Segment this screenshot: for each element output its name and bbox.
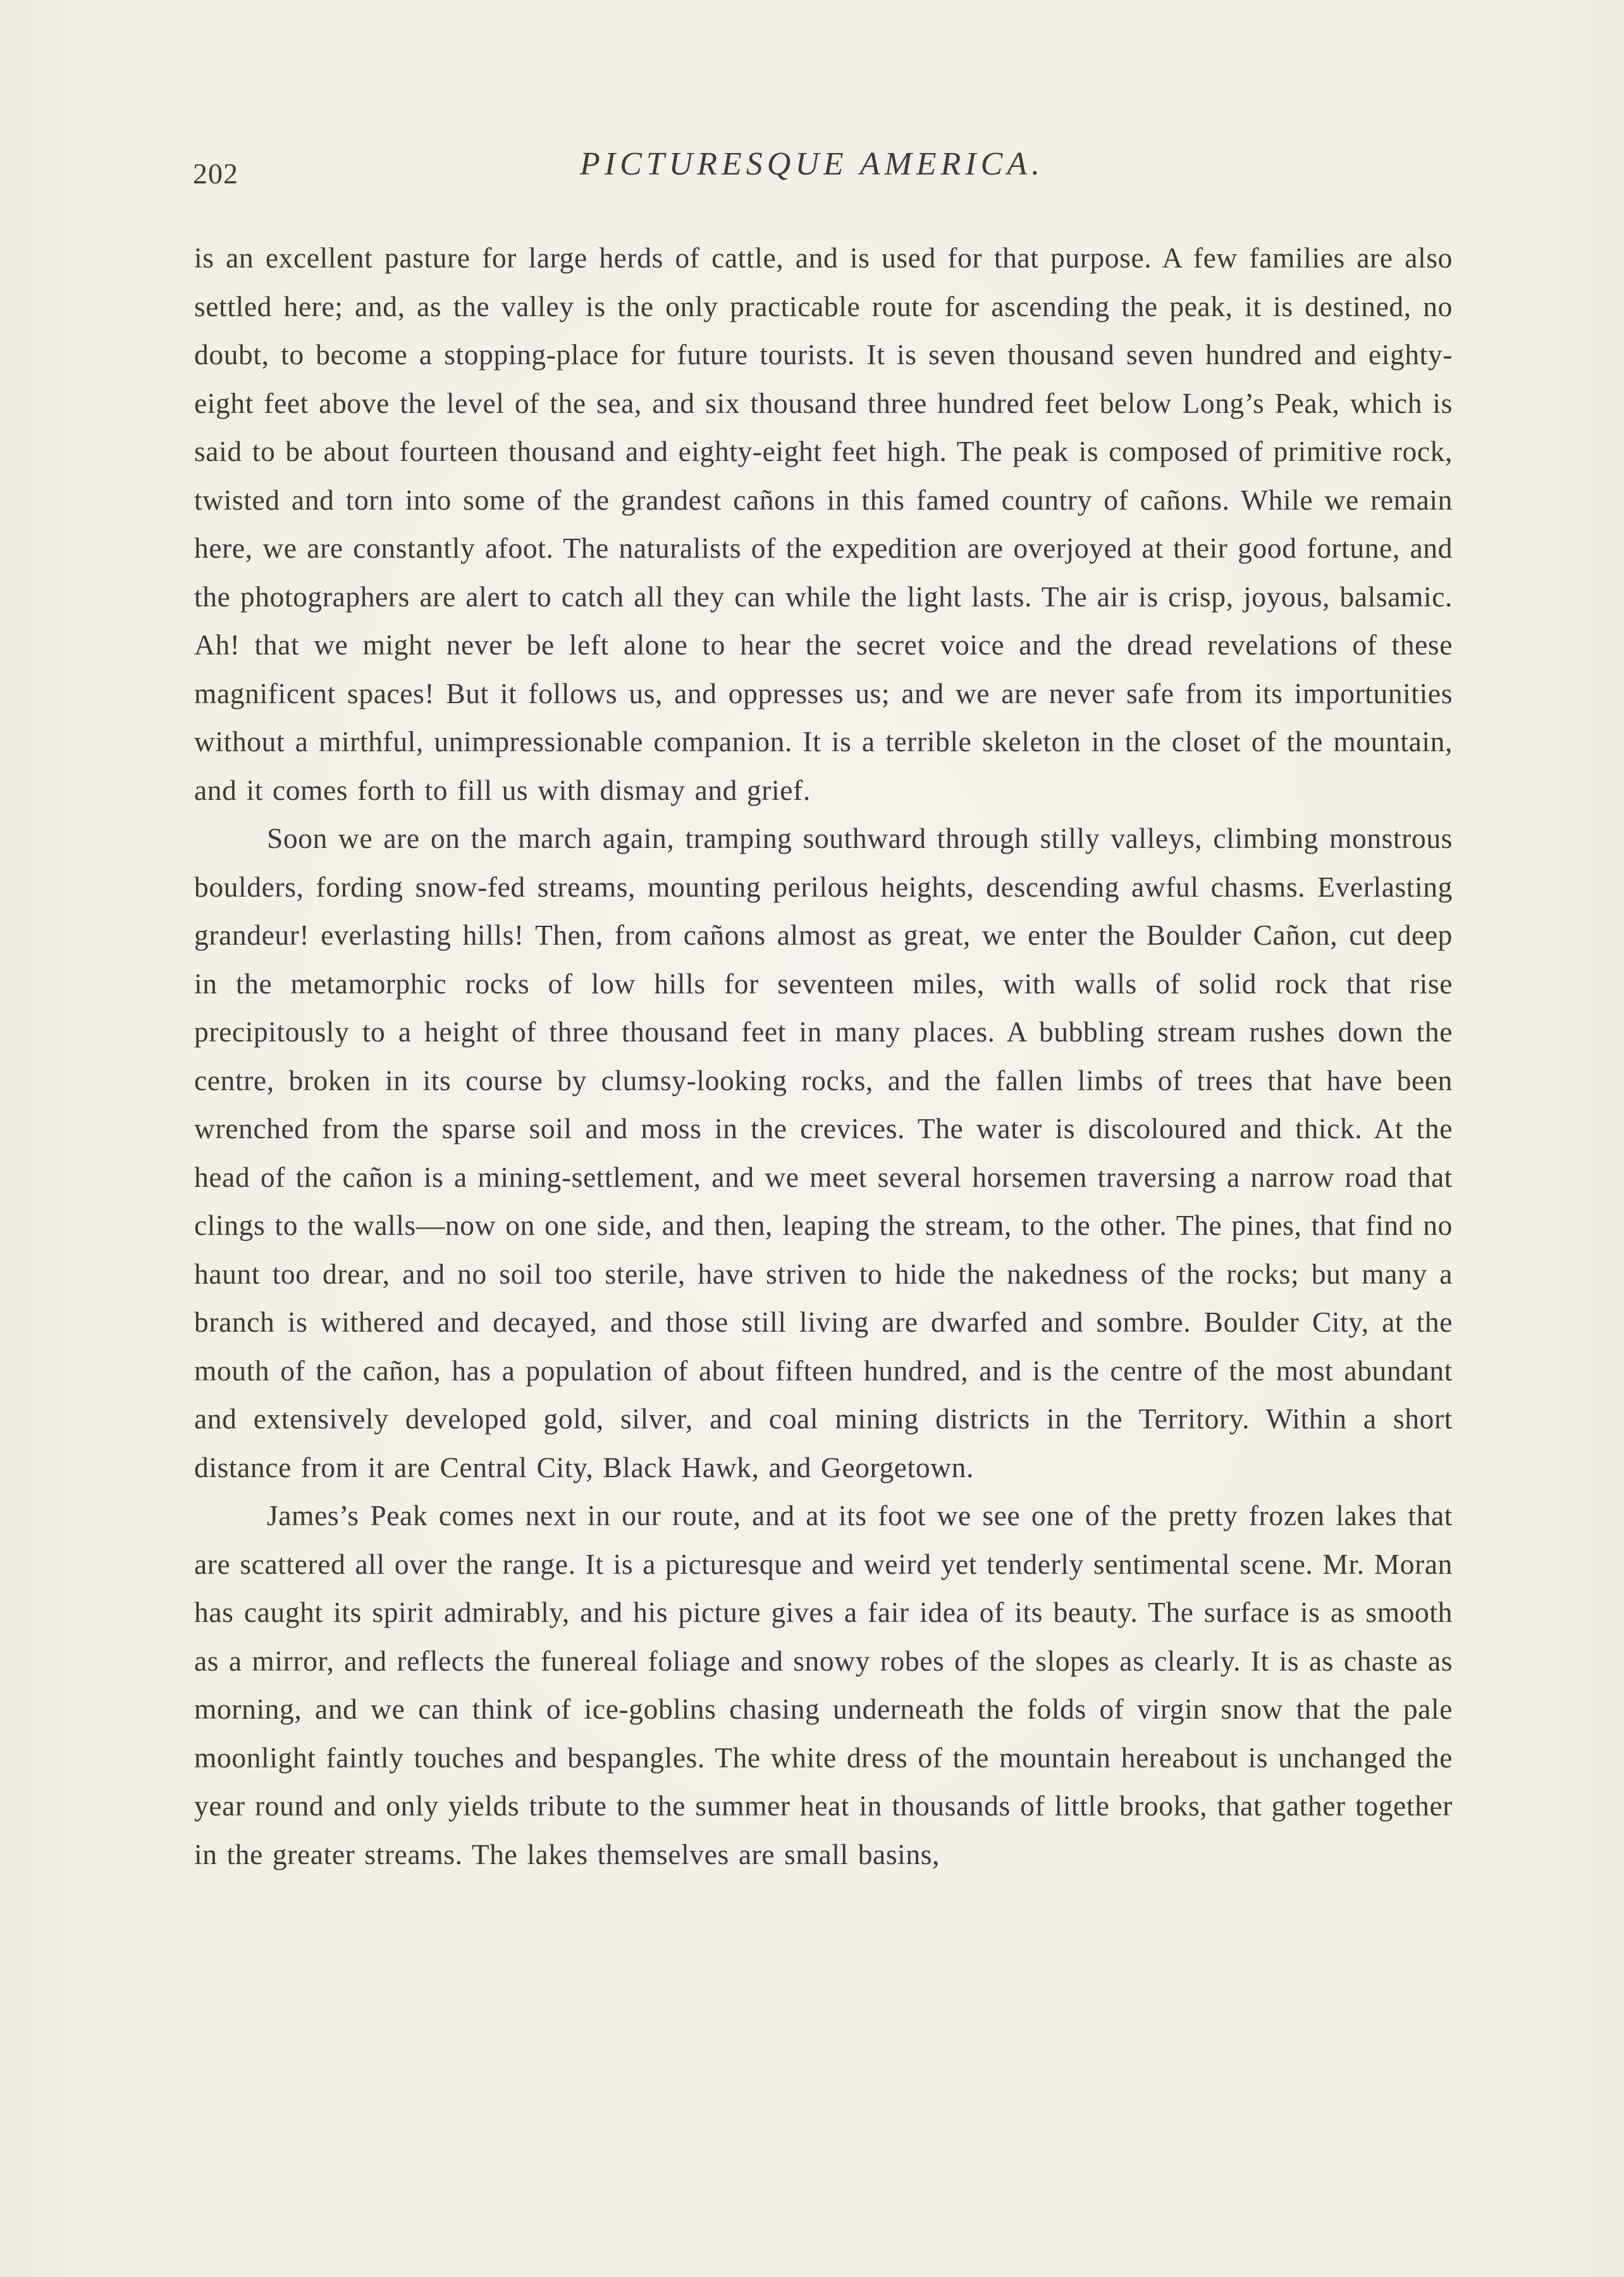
running-title: PICTURESQUE AMERICA.	[580, 146, 1045, 182]
paragraph: James’s Peak comes next in our route, and at its foot we see one of the pretty frozen lakes that are scattered all over the range. It is a picturesque and weird yet tenderly sentimental scene. Mr. Moran has caught its spirit admirably, and his picture gives a fair idea of its beauty. The surface is as smooth as a mirror, and reflects the funereal foliage and snowy robes of the slopes as clearly. It is as chaste as morning, and we can think of ice-goblins chasing underneath the folds of virgin snow that the pale moonlight faintly touches and bespangles. The white dress of the mountain hereabout is unchanged the year round and only yields tribute to the summer heat in thousands of little brooks, that gather together in the greater streams. The lakes themselves are small basins,	[194, 1499, 1453, 1870]
paragraph: is an excellent pasture for large herds of cattle, and is used for that purpose. A few families are also settled here; and, as the valley is the only practicable route for ascending the peak, it is destined, no doubt, to become a stopping-place for future tourists. It is seven thousand seven hundred and eighty-eight feet above the level of the sea, and six thousand three hundred feet below Long’s Peak, which is said to be about fourteen thousand and eighty-eight feet high. The peak is composed of primitive rock, twisted and torn into some of the grandest cañons in this famed country of cañons. While we remain here, we are constantly afoot. The naturalists of the expedition are overjoyed at their good fortune, and the photographers are alert to catch all they can while the light lasts. The air is crisp, joyous, balsamic. Ah! that we might never be left alone to hear the secret voice and the dread revelations of these magnificent spaces! But it follows us, and oppresses us; and we are never safe from its importunities without a mirthful, unimpressionable companion. It is a terrible skeleton in the closet of the mountain, and it comes forth to fill us with dismay and grief.	[194, 242, 1453, 806]
page-number: 202	[193, 157, 238, 190]
paragraph: Soon we are on the march again, tramping southward through stilly valleys, climbing monstrous boulders, fording snow-fed streams, mounting perilous heights, descending awful chasms. Everlasting grandeur! everlasting hills! Then, from cañons almost as great, we enter the Boulder Cañon, cut deep in the metamorphic rocks of low hills for seventeen miles, with walls of solid rock that rise precipitously to a height of three thousand feet in many places. A bubbling stream rushes down the centre, broken in its course by clumsy-looking rocks, and the fallen limbs of trees that have been wrenched from the sparse soil and moss in the crevices. The water is discoloured and thick. At the head of the cañon is a mining-settlement, and we meet several horsemen traversing a narrow road that clings to the walls—now on one side, and then, leaping the stream, to the other. The pines, that find no haunt too drear, and no soil too sterile, have striven to hide the nakedness of the rocks; but many a branch is withered and decayed, and those still living are dwarfed and sombre. Boulder City, at the mouth of the cañon, has a population of about fifteen hundred, and is the centre of the most abundant and extensively developed gold, silver, and coal mining districts in the Territory. Within a short distance from it are Central City, Black Hawk, and Georgetown.	[194, 822, 1453, 1483]
page-header	[193, 145, 1053, 202]
body-text	[194, 234, 1453, 1879]
